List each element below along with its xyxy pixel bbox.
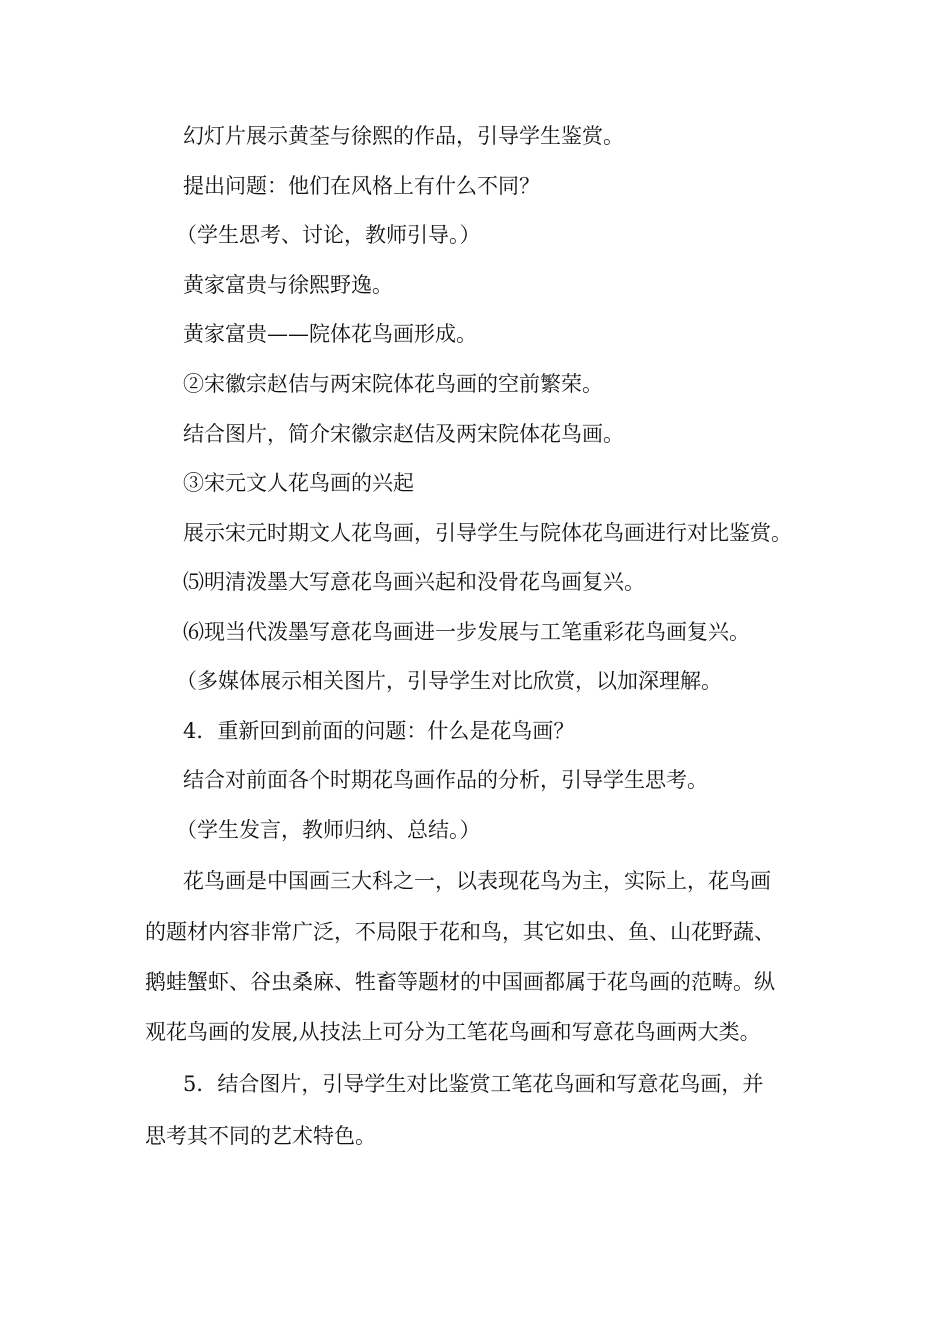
text-line: 鹅蛙蟹虾、谷虫桑麻、牲畜等题材的中国画都属于花鸟画的范畴。纵 bbox=[145, 970, 775, 994]
text-line: 幻灯片展示黄荃与徐熙的作品，引导学生鉴赏。 bbox=[183, 124, 624, 148]
text-line: ⑸明清泼墨大写意花鸟画兴起和没骨花鸟画复兴。 bbox=[183, 570, 645, 594]
text-line: 结合对前面各个时期花鸟画作品的分析，引导学生思考。 bbox=[183, 768, 708, 792]
text-line: （学生发言，教师归纳、总结。） bbox=[176, 818, 481, 842]
text-line: ⑹现当代泼墨写意花鸟画进一步发展与工笔重彩花鸟画复兴。 bbox=[183, 620, 750, 644]
text-line: 观花鸟画的发展,从技法上可分为工笔花鸟画和写意花鸟画两大类。 bbox=[145, 1020, 761, 1044]
text-line: 黄家富贵——院体花鸟画形成。 bbox=[183, 322, 477, 346]
text-line: ③宋元文人花鸟画的兴起 bbox=[183, 471, 414, 495]
text-line: 4．重新回到前面的问题：什么是花鸟画？ bbox=[183, 719, 575, 743]
text-line: 展示宋元时期文人花鸟画，引导学生与院体花鸟画进行对比鉴赏。 bbox=[183, 521, 792, 545]
text-line: 结合图片，简介宋徽宗赵佶及两宋院体花鸟画。 bbox=[183, 422, 624, 446]
text-line: 的题材内容非常广泛，不局限于花和鸟，其它如虫、鱼、山花野蔬、 bbox=[145, 920, 775, 944]
text-line: ②宋徽宗赵佶与两宋院体花鸟画的空前繁荣。 bbox=[183, 372, 603, 396]
text-line: （学生思考、讨论，教师引导。） bbox=[176, 223, 481, 247]
text-line: 提出问题：他们在风格上有什么不同？ bbox=[183, 174, 540, 198]
text-line: （多媒体展示相关图片，引导学生对比欣赏，以加深理解。 bbox=[176, 669, 722, 693]
text-line: 黄家富贵与徐熙野逸。 bbox=[183, 273, 393, 297]
text-line: 思考其不同的艺术特色。 bbox=[145, 1124, 376, 1148]
text-line: 花鸟画是中国画三大科之一，以表现花鸟为主，实际上，花鸟画 bbox=[183, 869, 771, 893]
text-line: 5．结合图片，引导学生对比鉴赏工笔花鸟画和写意花鸟画，并 bbox=[183, 1072, 764, 1096]
